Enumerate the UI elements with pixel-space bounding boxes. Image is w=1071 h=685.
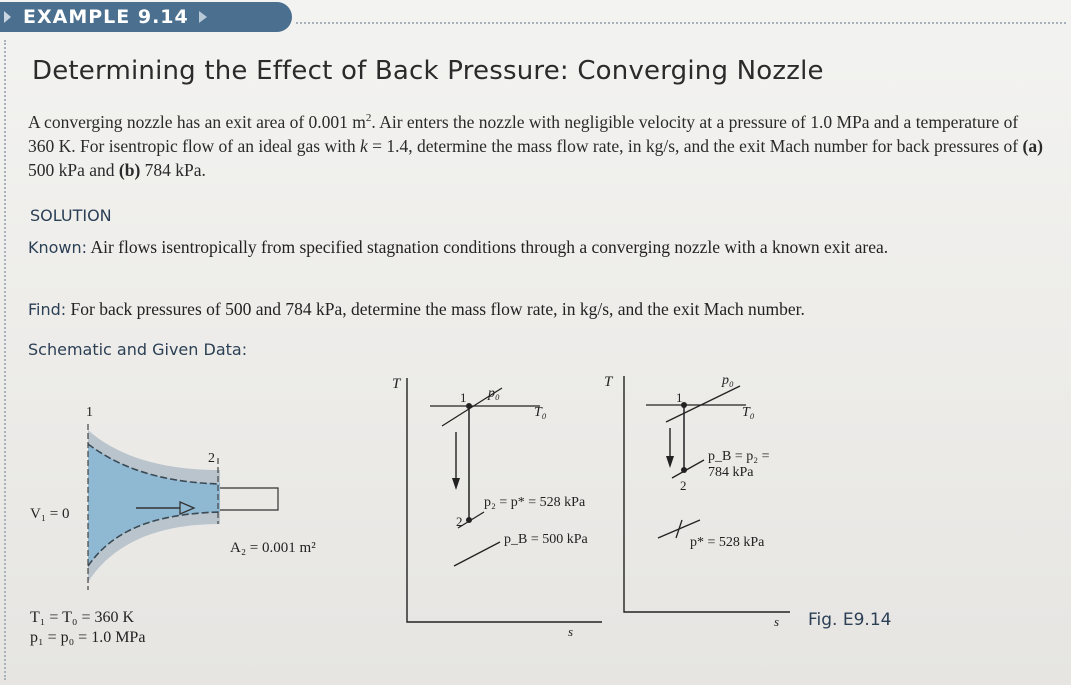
- given-temperature: T₁ = T₀ = 360 K: [30, 609, 135, 626]
- figure-label: Fig. E9.14: [808, 610, 892, 630]
- down-arrow-icon-b: [666, 456, 674, 468]
- pstar-label-b: p* = 528 kPa: [690, 535, 765, 550]
- k-symbol: k: [359, 135, 368, 156]
- pb-label-b-line1: p_B = p₂ =: [708, 449, 770, 464]
- ts-diagram-b: [604, 373, 790, 629]
- axes-b: [624, 376, 790, 612]
- state-1-label-b: 1: [676, 390, 683, 405]
- station-2-label: 2: [208, 451, 215, 466]
- t0-label-a: T₀: [534, 405, 547, 420]
- s-axis-label-b: s: [774, 614, 780, 629]
- pb-line-a: [454, 542, 500, 566]
- t0-label-b: T₀: [742, 405, 755, 420]
- state-1-label-a: 1: [460, 390, 467, 405]
- part-a-label: (a): [1022, 135, 1043, 156]
- p2-label-a: p₂ = p* = 528 kPa: [484, 495, 586, 510]
- problem-text: 784 kPa.: [140, 159, 206, 180]
- state-1-point-a: [466, 403, 472, 409]
- state-2-label-b: 2: [680, 478, 687, 493]
- p0-label-a: p₀: [488, 386, 500, 401]
- p0-label-b: p₀: [722, 373, 734, 388]
- problem-text: . Air enters the nozzle with negligible velocity at a pressure of 1.0 MPa and a temperature of 360 K. For isentropic flow of an ideal gas with: [28, 111, 1019, 156]
- problem-text: A converging nozzle has an exit area of 0.001 m: [28, 111, 366, 132]
- nozzle-schematic: [30, 405, 316, 646]
- problem-superscript: 2: [365, 112, 372, 124]
- solution-heading: SOLUTION: [30, 206, 112, 225]
- ts-diagram-a: [392, 376, 602, 639]
- part-b-label: (b): [118, 159, 141, 180]
- exit-area-label: A₂ = 0.001 m²: [230, 540, 316, 556]
- down-arrow-icon-a: [452, 478, 460, 490]
- given-pressure: p₁ = p₀ = 1.0 MPa: [30, 629, 146, 646]
- find-label: Find:: [28, 300, 67, 319]
- station-1-label: 1: [86, 405, 93, 420]
- known-text: Air flows isentropically from specified stagnation conditions through a converging nozzle with a known exit area.: [87, 237, 889, 257]
- schematic-heading: Schematic and Given Data:: [28, 340, 248, 359]
- pb-label-a: p_B = 500 kPa: [504, 532, 588, 547]
- inlet-velocity-label: V₁ = 0: [30, 506, 70, 522]
- s-axis-label-a: s: [568, 624, 574, 639]
- t-axis-label-a: T: [392, 376, 401, 392]
- pb-label-b-line2: 784 kPa: [708, 465, 754, 480]
- pb-line-b: [672, 460, 704, 478]
- find-text: For back pressures of 500 and 784 kPa, determine the mass flow rate, in kg/s, and the exit Mach number.: [66, 299, 805, 319]
- problem-text: 500 kPa and: [28, 159, 119, 180]
- example-title: Determining the Effect of Back Pressure: Converging Nozzle: [32, 56, 824, 86]
- state-2-label-a: 2: [456, 514, 463, 529]
- t-axis-label-b: T: [604, 374, 613, 390]
- problem-text: = 1.4, determine the mass flow rate, in kg/s, and the exit Mach number for back pressures of: [367, 135, 1023, 156]
- example-label: EXAMPLE 9.14: [23, 6, 189, 28]
- pstar-tick-b: [676, 520, 682, 538]
- known-label: Known:: [28, 238, 88, 257]
- exit-duct: [220, 488, 278, 510]
